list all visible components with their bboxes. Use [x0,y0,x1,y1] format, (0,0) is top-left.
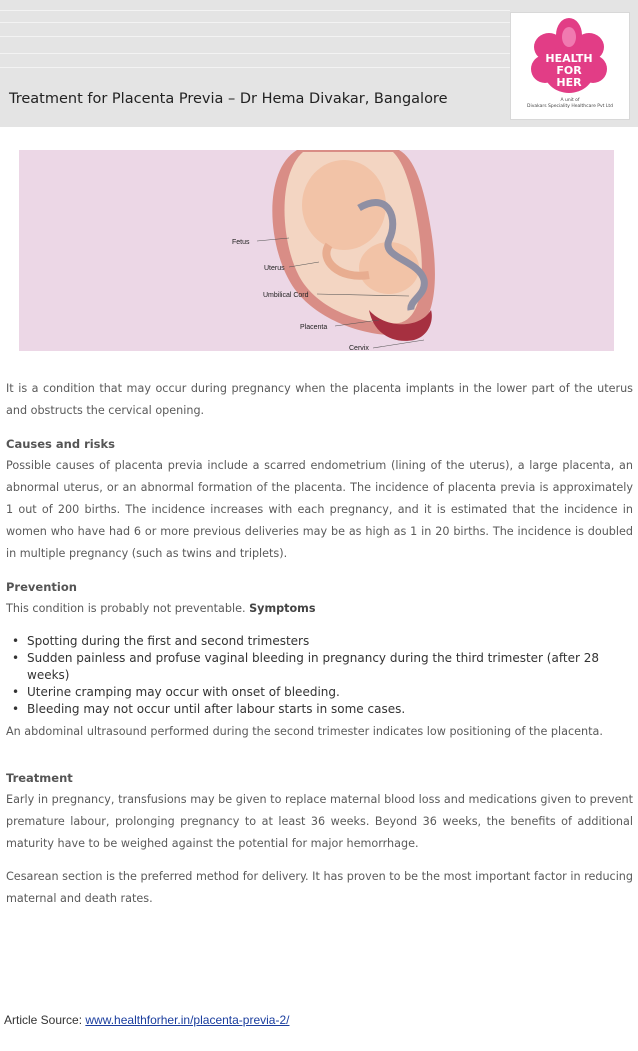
placenta-previa-illustration [19,150,614,351]
page-title: Treatment for Placenta Previa – Dr Hema Divakar, Bangalore [9,91,448,107]
list-item: • Bleeding may not occur until after labour starts in some cases. [27,701,633,718]
list-item: • Uterine cramping may occur with onset of bleeding. [27,684,633,701]
causes-paragraph: Possible causes of placenta previa include a scarred endometrium (lining of the uterus), a large placenta, an abnormal uterus, or an abnormal formation of the placenta. The incidence of placenta previa is approximately 1 out of 200 births. The incidence increases with each pregnancy, and it is estimated that the incidence in women who have had 6 or more previous deliveries may be as high as 1 in 20 births. The incidence is doubled in multiple pregnancy (such as twins and triplets). [6,459,633,560]
intro-paragraph: It is a condition that may occur during pregnancy when the placenta implants in the lower part of the uterus and obstructs the cervical opening. [6,382,633,417]
label-placenta: Placenta [300,324,328,331]
header-bar [0,0,638,127]
list-item: • Sudden painless and profuse vaginal bleeding in pregnancy during the third trimester (after 28 weeks) [27,650,633,684]
ultrasound-paragraph: An abdominal ultrasound performed during the second trimester indicates low positioning of the placenta. [6,725,603,738]
article-body [6,378,633,910]
treatment-heading: Treatment [6,771,73,785]
causes-heading: Causes and risks [6,437,116,451]
health-for-her-logo [510,12,630,120]
label-cervix: Cervix [349,345,369,351]
logo-tagline: A unit of Divakars Speciality Healthcare Pvt Ltd [526,98,614,109]
article-source [4,1013,290,1027]
prevention-heading: Prevention [6,580,77,594]
label-fetus: Fetus [232,239,250,246]
list-item: • Spotting during the first and second trimesters [27,633,633,650]
symptoms-heading: Symptoms [249,602,316,615]
treatment-paragraph-1: Early in pregnancy, transfusions may be given to replace maternal blood loss and medications given to prevent premature labour, prolonging pregnancy to at least 36 weeks. Beyond 36 weeks, the benefits of additional maturity have to be weighed against the potential for major hemorrhage. [6,793,633,850]
prevention-paragraph: This condition is probably not preventable. Symptoms [6,602,316,615]
source-link[interactable]: www.healthforher.in/placenta-previa-2/ [85,1013,290,1027]
treatment-paragraph-2: Cesarean section is the preferred method for delivery. It has proven to be the most important factor in reducing maternal and death rates. [6,870,633,905]
logo-wordmark: HEALTH FOR HER [545,52,593,89]
symptoms-list [6,633,633,718]
label-uterus: Uterus [264,265,285,272]
label-umbilical-cord: Umbilical Cord [263,292,309,299]
source-label: Article Source: [4,1013,83,1027]
